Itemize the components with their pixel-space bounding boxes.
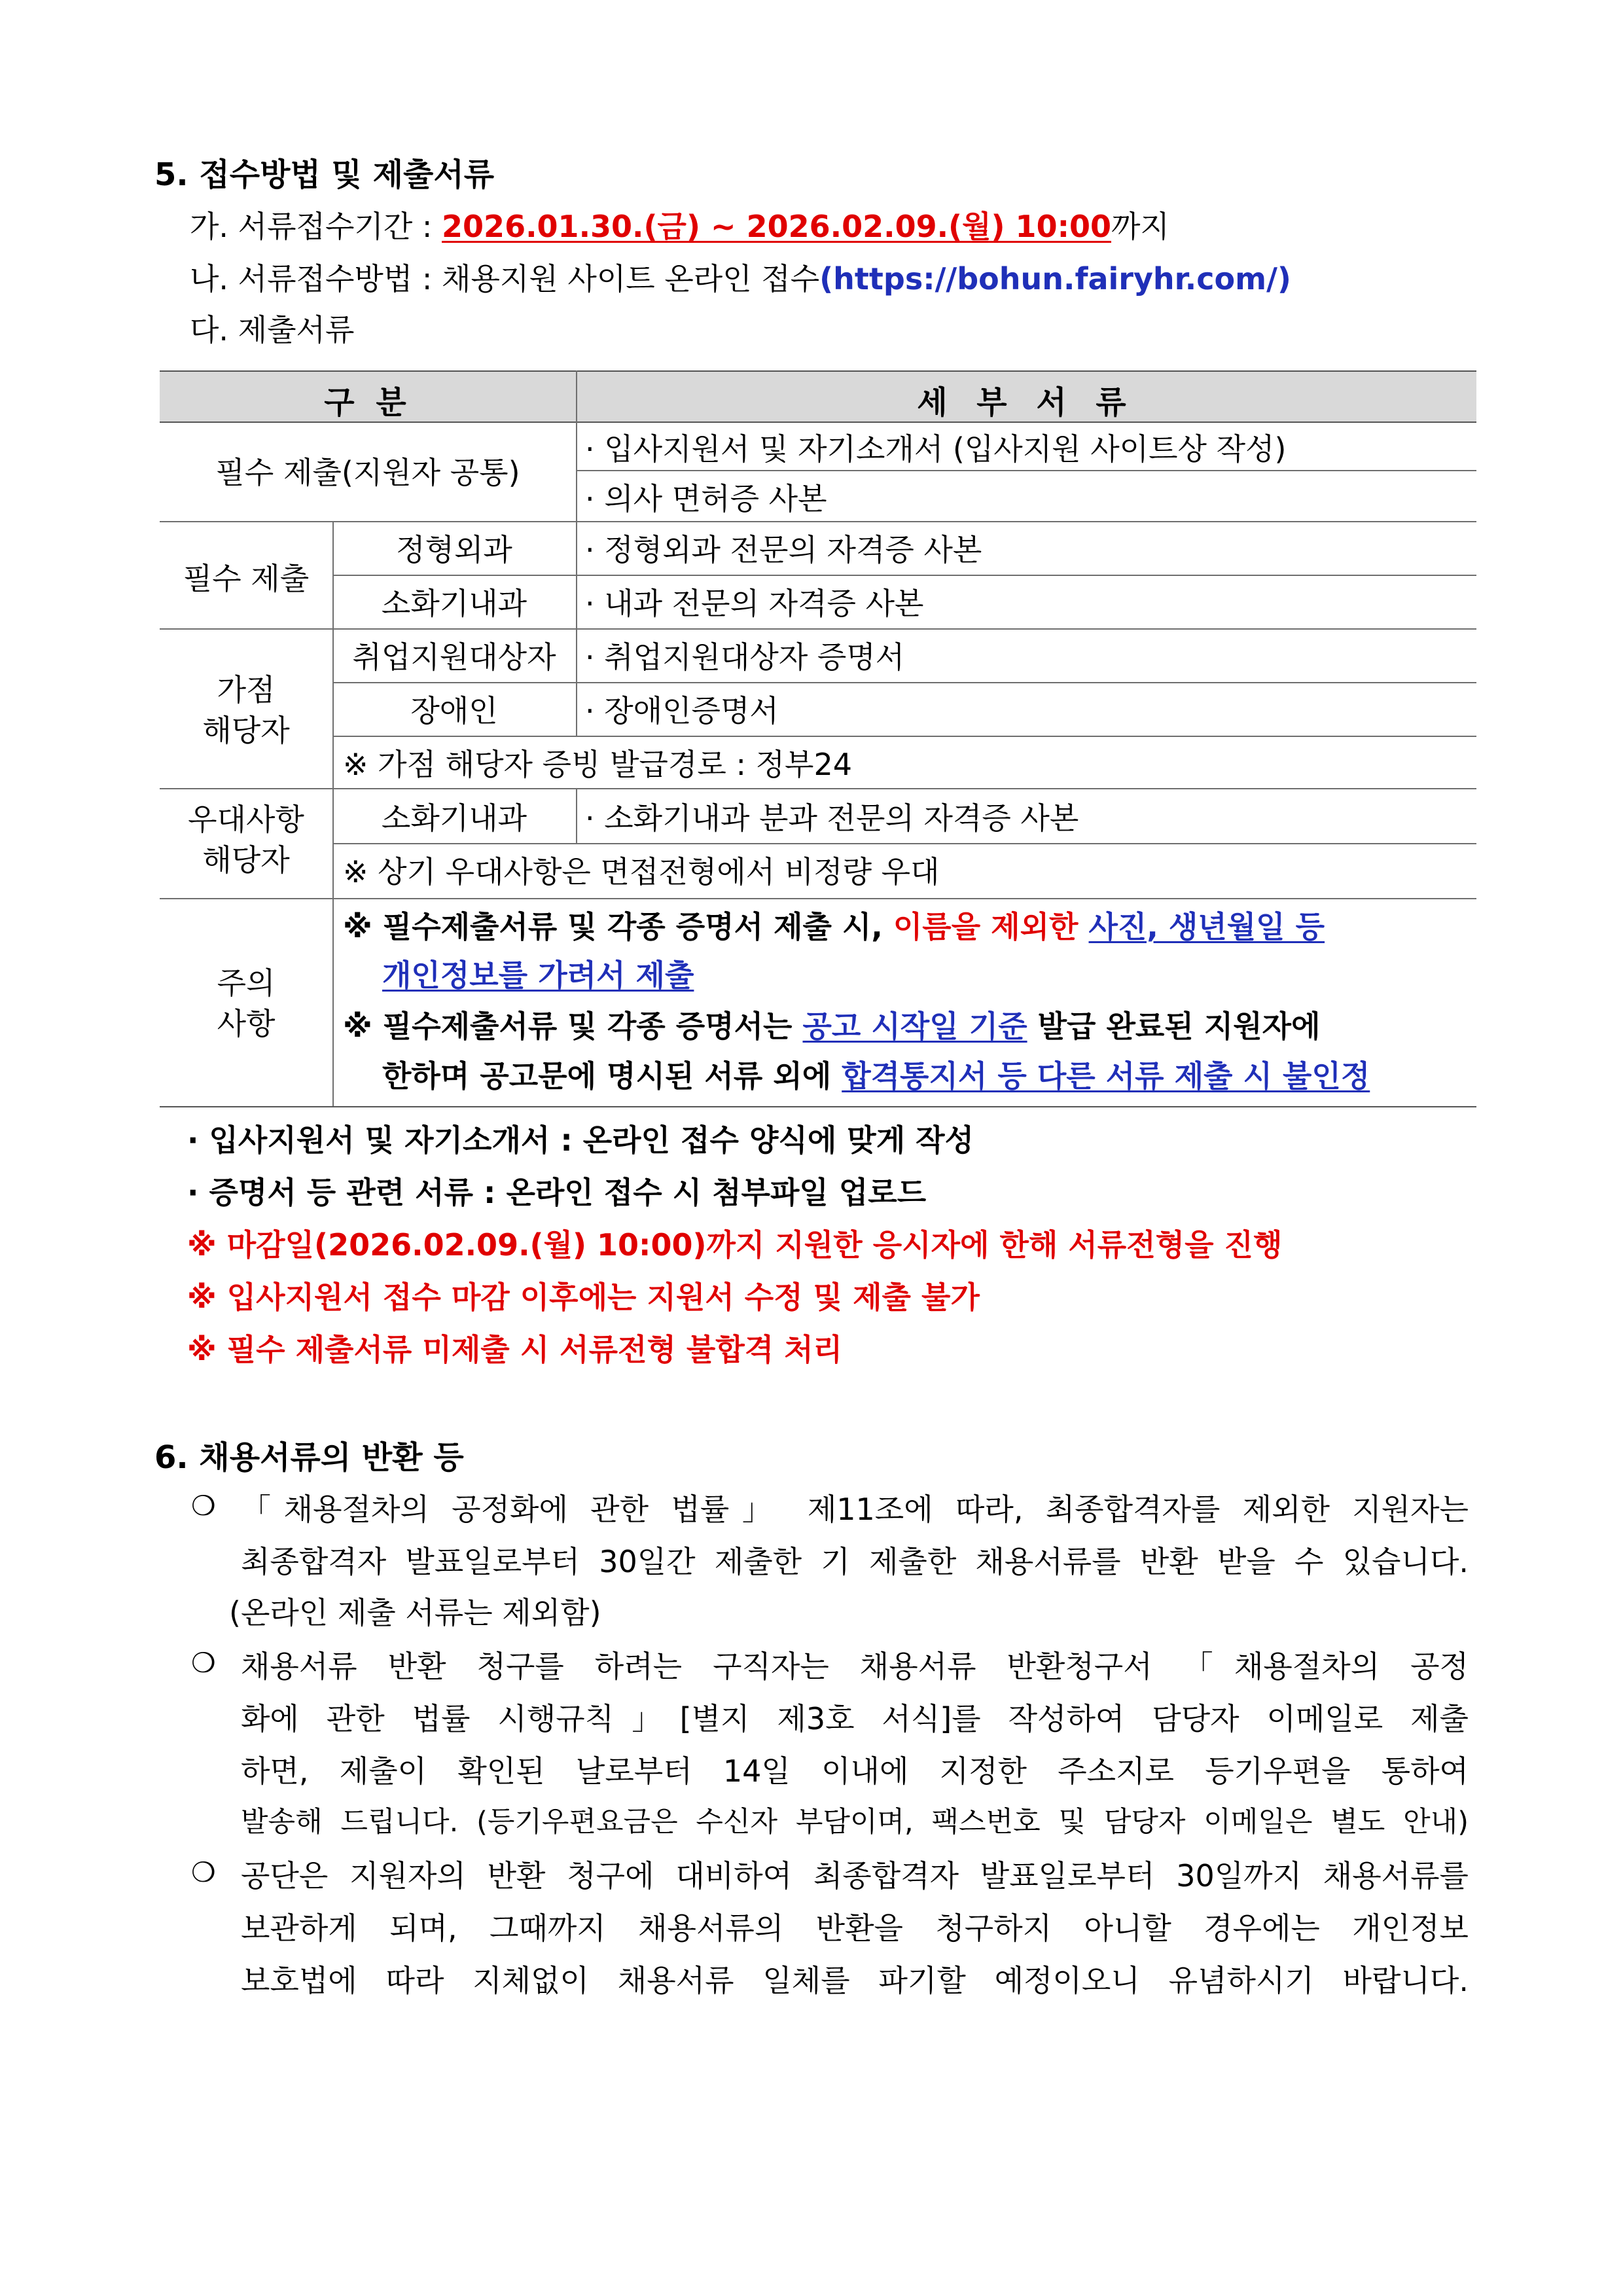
row-preference-label-b: 해당자 bbox=[202, 842, 290, 878]
row-bonus-sub-employment: 취업지원대상자 bbox=[352, 639, 556, 675]
section-5-title: 5. 접수방법 및 제출서류 bbox=[154, 156, 495, 193]
para-2-line-2: 화에 관한 법률 시행규칙」[별지 제3호 서식]를 작성하여 담당자 이메일로 제출 bbox=[241, 1701, 1469, 1736]
para-2-line-3: 하면, 제출이 확인된 날로부터 14일 이내에 지정한 주소지로 등기우편을 통하여 bbox=[241, 1753, 1469, 1789]
para-2-line-4: 발송해 드립니다. (등기우편요금은 수신자 부담이며, 팩스번호 및 담당자 이메일은 별도 안내) bbox=[241, 1806, 1469, 1839]
para-1-line-2: 최종합격자 발표일로부터 30일간 제출한 기 제출한 채용서류를 반환 받을 수 있습니다. bbox=[241, 1544, 1469, 1579]
para-3-line-3: 보호법에 따라 지체없이 채용서류 일체를 파기할 예정이오니 유념하시기 바랍니다. bbox=[241, 1963, 1469, 1998]
bullet-2-icon: ❍ bbox=[191, 1647, 216, 1679]
para-3-line-1: 공단은 지원자의 반환 청구에 대비하여 최종합격자 발표일로부터 30일까지 채용서류를 bbox=[241, 1858, 1469, 1893]
caution-note-2-line-2: 한하며 공고문에 명시된 서류 외에 합격통지서 등 다른 서류 제출 시 불인정 bbox=[382, 1058, 1370, 1094]
row-bonus-label-a: 가점 bbox=[217, 672, 276, 708]
note-no-modification: ※ 입사지원서 접수 마감 이후에는 지원서 수정 및 제출 불가 bbox=[187, 1280, 980, 1315]
row-common-label: 필수 제출(지원자 공통) bbox=[215, 455, 520, 490]
caution-note-1-line-2: 개인정보를 가려서 제출 bbox=[382, 958, 694, 993]
row-bonus-doc-employment: · 취업지원대상자 증명서 bbox=[585, 639, 905, 675]
intake-url-link[interactable]: (https://bohun.fairyhr.com/) bbox=[819, 261, 1291, 296]
row-preference-note: ※ 상기 우대사항은 면접전형에서 비정량 우대 bbox=[343, 854, 940, 889]
row-required-doc-ortho: · 정형외과 전문의 자격증 사본 bbox=[585, 532, 982, 567]
intake-method-line bbox=[190, 255, 1291, 298]
note-disqualification: ※ 필수 제출서류 미제출 시 서류전형 불합격 처리 bbox=[187, 1332, 843, 1367]
row-bonus-doc-disability: · 장애인증명서 bbox=[585, 693, 779, 728]
caution-note-2-line-1: ※ 필수제출서류 및 각종 증명서는 공고 시작일 기준 발급 완료된 지원자에 bbox=[343, 1009, 1321, 1044]
intake-period-label: 가. 서류접수기간 : bbox=[190, 209, 442, 244]
intake-period-suffix: 까지 bbox=[1111, 209, 1169, 244]
para-3-line-2: 보관하게 되며, 그때까지 채용서류의 반환을 청구하지 아니할 경우에는 개인정보 bbox=[241, 1910, 1469, 1946]
row-common-doc-1: · 입사지원서 및 자기소개서 (입사지원 사이트상 작성) bbox=[585, 431, 1287, 467]
row-common-doc-2: · 의사 면허증 사본 bbox=[585, 481, 827, 516]
row-preference-label-a: 우대사항 bbox=[188, 802, 304, 837]
row-preference-doc-gastro: · 소화기내과 분과 전문의 자격증 사본 bbox=[585, 800, 1079, 836]
para-1-line-3: (온라인 제출 서류는 제외함) bbox=[229, 1595, 601, 1630]
intake-period-line bbox=[190, 203, 1169, 246]
bullet-1-icon: ❍ bbox=[191, 1490, 216, 1522]
row-bonus-note: ※ 가점 해당자 증빙 발급경로 : 정부24 bbox=[343, 747, 852, 782]
row-preference-sub-gastro: 소화기내과 bbox=[381, 800, 527, 836]
row-caution-label-b: 사항 bbox=[217, 1006, 276, 1041]
row-bonus-sub-disability: 장애인 bbox=[410, 693, 498, 728]
documents-label: 다. 제출서류 bbox=[190, 312, 355, 348]
para-2-line-1: 채용서류 반환 청구를 하려는 구직자는 채용서류 반환청구서 「채용절차의 공정 bbox=[241, 1649, 1469, 1684]
header-details: 세 부 서 류 bbox=[917, 384, 1135, 421]
row-caution-label-a: 주의 bbox=[217, 965, 276, 1001]
row-required-label: 필수 제출 bbox=[183, 561, 310, 596]
bullet-3-icon: ❍ bbox=[191, 1856, 216, 1888]
note-application-form: · 입사지원서 및 자기소개서 : 온라인 접수 양식에 맞게 작성 bbox=[187, 1122, 974, 1158]
row-required-doc-gastro: · 내과 전문의 자격증 사본 bbox=[585, 586, 924, 621]
note-deadline: ※ 마감일(2026.02.09.(월) 10:00)까지 지원한 응시자에 한해 서류전형을 진행 bbox=[187, 1227, 1283, 1263]
intake-period-value: 2026.01.30.(금) ~ 2026.02.09.(월) 10:00 bbox=[442, 209, 1111, 244]
row-required-sub-ortho: 정형외과 bbox=[396, 532, 512, 567]
caution-note-1-line-1: ※ 필수제출서류 및 각종 증명서 제출 시, 이름을 제외한 사진, 생년월일 등 bbox=[343, 909, 1325, 944]
row-bonus-label-b: 해당자 bbox=[202, 713, 290, 748]
para-1-line-1: 「채용절차의 공정화에 관한 법률」 제11조에 따라, 최종합격자를 제외한 지원자는 bbox=[241, 1492, 1469, 1527]
header-category: 구 분 bbox=[324, 384, 412, 421]
row-required-sub-gastro: 소화기내과 bbox=[381, 586, 527, 621]
intake-method-label: 나. 서류접수방법 : 채용지원 사이트 온라인 접수 bbox=[190, 261, 820, 296]
documents-table bbox=[160, 370, 1476, 1107]
section-6-title: 6. 채용서류의 반환 등 bbox=[154, 1439, 464, 1476]
note-certificates: · 증명서 등 관련 서류 : 온라인 접수 시 첨부파일 업로드 bbox=[187, 1175, 927, 1210]
